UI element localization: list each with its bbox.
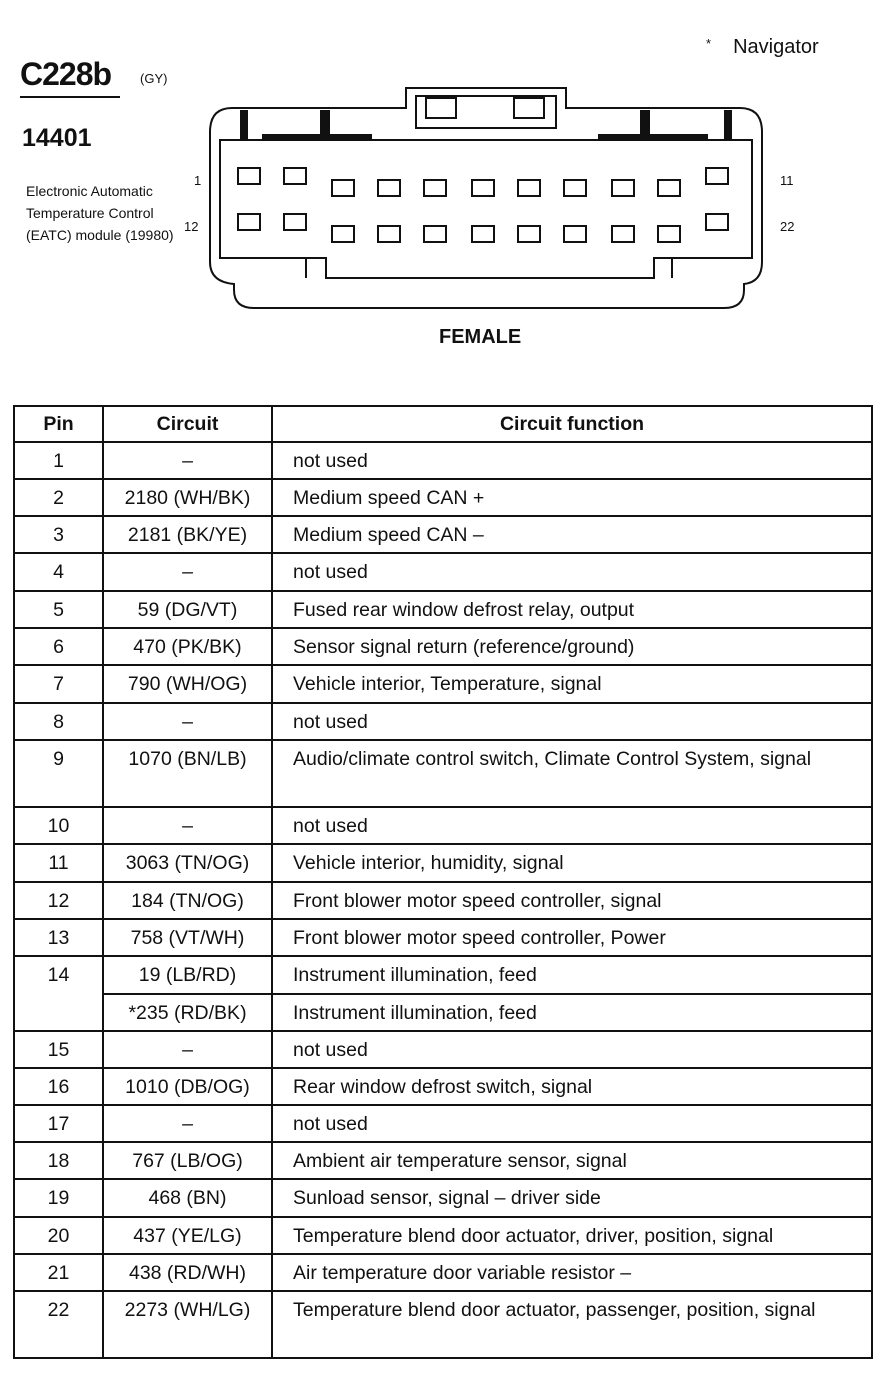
pin-cell (14, 479, 103, 516)
table-row (14, 1179, 872, 1217)
pin-cavity (564, 180, 586, 196)
pin-number: 15 (47, 1039, 70, 1061)
table-row (14, 1217, 872, 1254)
table-row (14, 740, 872, 807)
pin-number: 10 (47, 815, 70, 837)
function-value: Rear window defrost switch, signal (293, 1076, 593, 1098)
pin-number: 19 (47, 1187, 70, 1209)
circuit-value: 758 (VT/WH) (130, 927, 245, 949)
pin-number: 22 (47, 1299, 70, 1321)
pin-cell (14, 807, 103, 844)
circuit-cell (103, 844, 272, 882)
function-cell (272, 807, 872, 844)
pin-cavity (658, 226, 680, 242)
pin-number: 3 (53, 524, 64, 546)
function-value: Vehicle interior, Temperature, signal (293, 673, 602, 695)
table-row (14, 442, 872, 479)
connector-gender: FEMALE (439, 326, 522, 348)
circuit-cell (103, 1068, 272, 1105)
function-value: Ambient air temperature sensor, signal (293, 1150, 627, 1172)
pin-label-11: 11 (780, 173, 794, 188)
pin-label-12: 12 (184, 219, 199, 234)
pin-cavity (332, 180, 354, 196)
table-row (14, 956, 872, 994)
pin-number: 4 (53, 561, 64, 583)
circuit-cell (103, 919, 272, 956)
circuit-cell (103, 1291, 272, 1358)
circuit-cell (103, 1142, 272, 1179)
function-value: Vehicle interior, humidity, signal (293, 852, 564, 874)
circuit-value: – (182, 815, 193, 837)
pin-cell (14, 919, 103, 956)
circuit-value: – (182, 450, 193, 472)
circuit-cell (103, 703, 272, 740)
function-value: Medium speed CAN + (293, 487, 485, 509)
pin-cell (14, 516, 103, 553)
circuit-cell (103, 1031, 272, 1068)
circuit-value: 767 (LB/OG) (132, 1150, 243, 1172)
circuit-cell (103, 882, 272, 919)
function-value: Temperature blend door actuator, driver, position, signal (293, 1225, 774, 1247)
circuit-cell (103, 553, 272, 591)
function-cell (272, 740, 872, 807)
pin-cell (14, 1142, 103, 1179)
circuit-value: 470 (PK/BK) (133, 636, 242, 658)
pin-cell (14, 740, 103, 807)
circuit-value: 790 (WH/OG) (127, 673, 248, 695)
circuit-cell (103, 1217, 272, 1254)
header-function: Circuit function (272, 406, 872, 442)
pin-cell (14, 1031, 103, 1068)
table-row (14, 844, 872, 882)
pin-cell (14, 1291, 103, 1358)
function-value: Instrument illumination, feed (293, 1002, 537, 1024)
navigator-marker: * (706, 36, 712, 51)
pin-cavity (472, 226, 494, 242)
circuit-value: – (182, 1039, 193, 1061)
function-cell (272, 665, 872, 703)
function-value: Front blower motor speed controller, signal (293, 890, 662, 912)
circuit-value: 2181 (BK/YE) (127, 524, 248, 546)
circuit-value: 1070 (BN/LB) (128, 748, 247, 770)
pin-number: 8 (53, 711, 64, 733)
function-value: Sensor signal return (reference/ground) (293, 636, 635, 658)
circuit-cell (103, 442, 272, 479)
pin-cell (14, 844, 103, 882)
function-value: not used (293, 711, 368, 733)
module-description: Electronic Automatic Temperature Control (EATC) module (19980) (26, 183, 174, 243)
function-cell (272, 956, 872, 994)
pin-number: 20 (47, 1225, 70, 1247)
pin-cavity (564, 226, 586, 242)
table-row (14, 1142, 872, 1179)
pin-label-1: 1 (194, 173, 202, 188)
pin-cavity (238, 214, 260, 230)
pin-cavity (472, 180, 494, 196)
pin-cavity (332, 226, 354, 242)
function-cell (272, 1291, 872, 1358)
table-row (14, 1105, 872, 1142)
table-row (14, 479, 872, 516)
function-cell (272, 1105, 872, 1142)
table-header-row (14, 406, 872, 442)
pin-number: 5 (53, 599, 64, 621)
circuit-value: 19 (LB/RD) (138, 964, 237, 986)
circuit-cell (103, 1179, 272, 1217)
function-cell (272, 442, 872, 479)
pin-cavity (378, 226, 400, 242)
table-row (14, 1031, 872, 1068)
pin-label-22: 22 (780, 219, 795, 234)
pin-number: 12 (47, 890, 70, 912)
navigator-label: Navigator (733, 36, 819, 58)
function-cell (272, 703, 872, 740)
header-circuit: Circuit (103, 406, 272, 442)
function-cell (272, 882, 872, 919)
connector-diagram (0, 0, 888, 360)
function-value: Audio/climate control switch, Climate Control System, signal (293, 748, 812, 770)
pin-cell (14, 1254, 103, 1291)
function-cell (272, 591, 872, 628)
table-row (14, 994, 872, 1031)
pin-cavity (378, 180, 400, 196)
pin-number: 7 (53, 673, 64, 695)
pin-cavity (424, 226, 446, 242)
table-row (14, 703, 872, 740)
latch-bar-left-2 (320, 110, 330, 140)
pin-cell (14, 1179, 103, 1217)
pin-cell (14, 1217, 103, 1254)
circuit-cell (103, 479, 272, 516)
function-cell (272, 1254, 872, 1291)
circuit-cell (103, 1254, 272, 1291)
function-cell (272, 1142, 872, 1179)
circuit-value: 2273 (WH/LG) (124, 1299, 251, 1321)
latch-bar-right-2 (724, 110, 732, 140)
circuit-cell (103, 994, 272, 1031)
circuit-cell (103, 956, 272, 994)
pin-cell (14, 591, 103, 628)
function-cell (272, 516, 872, 553)
table-row (14, 553, 872, 591)
table-row (14, 516, 872, 553)
pin-cell (14, 665, 103, 703)
pin-cavity (706, 214, 728, 230)
table-row (14, 1254, 872, 1291)
function-value: Sunload sensor, signal – driver side (293, 1187, 601, 1209)
function-value: Instrument illumination, feed (293, 964, 537, 986)
pin-number: 16 (47, 1076, 70, 1098)
circuit-value: – (182, 561, 193, 583)
circuit-value: 3063 (TN/OG) (125, 852, 250, 874)
connector-id: C228b (20, 56, 112, 92)
pin-cavity (518, 226, 540, 242)
table-row (14, 807, 872, 844)
table-row (14, 882, 872, 919)
pin-cell (14, 1105, 103, 1142)
function-value: not used (293, 1113, 368, 1135)
pin-number: 2 (53, 487, 64, 509)
function-value: not used (293, 815, 368, 837)
table-row (14, 665, 872, 703)
pin-cell (14, 553, 103, 591)
circuit-cell (103, 740, 272, 807)
pin-cell (14, 628, 103, 665)
circuit-cell (103, 807, 272, 844)
latch-strip-left (262, 134, 372, 140)
function-value: not used (293, 1039, 368, 1061)
circuit-cell (103, 516, 272, 553)
pin-cavity (424, 180, 446, 196)
pin-number: 14 (47, 964, 70, 986)
function-cell (272, 479, 872, 516)
table-row (14, 591, 872, 628)
circuit-value: 438 (RD/WH) (128, 1262, 246, 1284)
function-cell (272, 994, 872, 1031)
pin-cavity (706, 168, 728, 184)
circuit-cell (103, 591, 272, 628)
function-value: not used (293, 561, 368, 583)
pin-cavity (284, 214, 306, 230)
pin-cavity (284, 168, 306, 184)
pin-number: 6 (53, 636, 64, 658)
connector-color: (GY) (140, 71, 168, 86)
function-cell (272, 844, 872, 882)
header-pin: Pin (14, 406, 103, 442)
function-value: not used (293, 450, 368, 472)
function-cell (272, 553, 872, 591)
circuit-value: *235 (RD/BK) (128, 1002, 247, 1024)
pin-number: 13 (47, 927, 70, 949)
circuit-value: 2180 (WH/BK) (124, 487, 251, 509)
function-cell (272, 1031, 872, 1068)
circuit-value: – (182, 711, 193, 733)
circuit-cell (103, 1105, 272, 1142)
pin-number: 1 (53, 450, 64, 472)
pin-cell (14, 442, 103, 479)
pin-cell (14, 1068, 103, 1105)
pin-number: 21 (47, 1262, 70, 1284)
circuit-value: 468 (BN) (148, 1187, 227, 1209)
function-cell (272, 628, 872, 665)
function-cell (272, 1217, 872, 1254)
circuit-cell (103, 665, 272, 703)
part-number: 14401 (22, 124, 92, 152)
circuit-value: 184 (TN/OG) (131, 890, 244, 912)
pin-table (13, 405, 873, 1359)
table-row (14, 1291, 872, 1358)
pin-cavity (612, 180, 634, 196)
pin-cavity (238, 168, 260, 184)
circuit-value: 59 (DG/VT) (137, 599, 238, 621)
function-cell (272, 919, 872, 956)
pin-cell (14, 703, 103, 740)
pin-cavity (518, 180, 540, 196)
circuit-value: 1010 (DB/OG) (125, 1076, 250, 1098)
pin-number: 9 (53, 748, 64, 770)
pin-cavity (658, 180, 680, 196)
pin-cell (14, 882, 103, 919)
latch-bar-left (240, 110, 248, 140)
function-value: Air temperature door variable resistor – (293, 1262, 632, 1284)
function-cell (272, 1068, 872, 1105)
circuit-value: – (182, 1113, 193, 1135)
pin-cell (14, 956, 103, 1031)
function-value: Medium speed CAN – (293, 524, 484, 546)
function-cell (272, 1179, 872, 1217)
latch-strip-right (598, 134, 708, 140)
table-row (14, 628, 872, 665)
pin-number: 17 (47, 1113, 70, 1135)
pin-number: 18 (47, 1150, 70, 1172)
pin-cavity (612, 226, 634, 242)
function-value: Temperature blend door actuator, passenger, position, signal (293, 1299, 816, 1321)
table-row (14, 1068, 872, 1105)
latch-bar-right (640, 110, 650, 140)
function-value: Fused rear window defrost relay, output (293, 599, 635, 621)
circuit-value: 437 (YE/LG) (133, 1225, 242, 1247)
function-value: Front blower motor speed controller, Power (293, 927, 666, 949)
circuit-cell (103, 628, 272, 665)
pin-number: 11 (48, 852, 69, 874)
table-row (14, 919, 872, 956)
